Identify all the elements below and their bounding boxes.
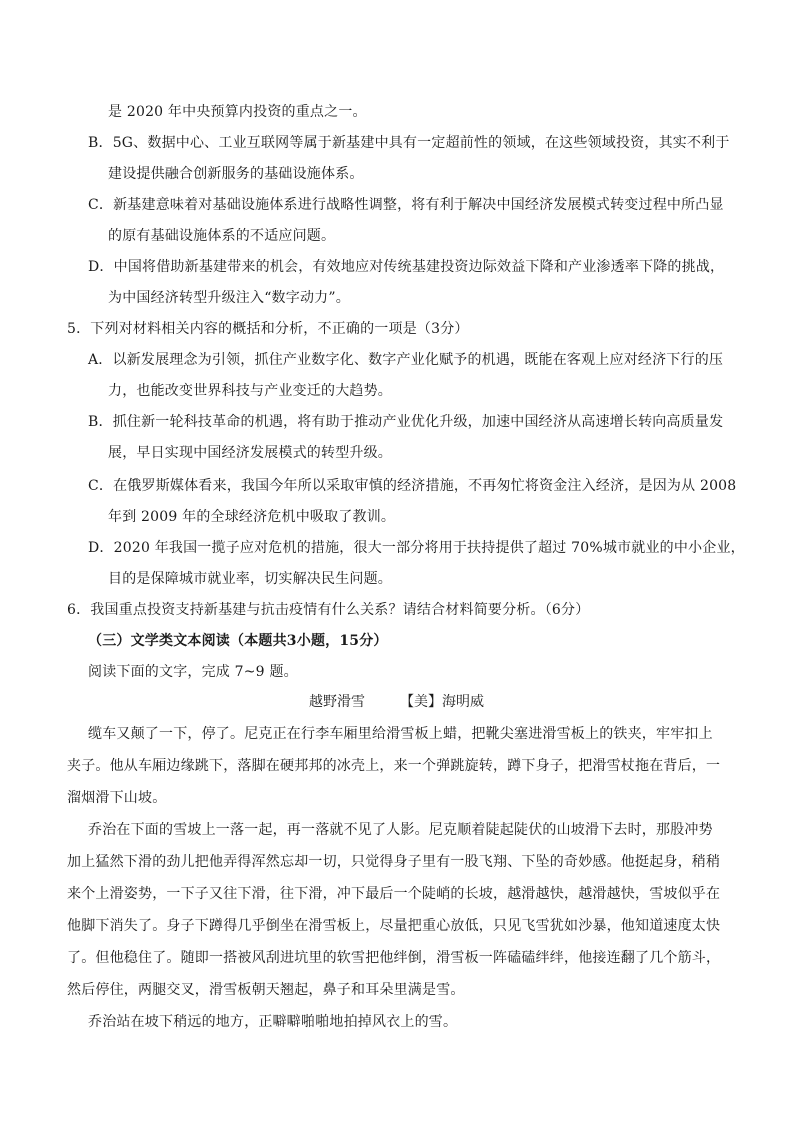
q4-option-c-continuation: 的原有基础设施体系的不适应问题。 (108, 228, 336, 244)
passage-p1-line3: 溜烟滑下山坡。 (67, 790, 167, 806)
q5-stem: 5．下列对材料相关内容的概括和分析，不正确的一项是（3分） (67, 321, 469, 337)
q4-option-d: D．中国将借助新基建带来的机会，有效地应对传统基建投资边际效益下降和产业渗透率下降的挑战， (88, 259, 725, 275)
q4-option-c: C．新基建意味着对基础设施体系进行战略性调整，将有利于解决中国经济发展模式转变过程中所凸显 (88, 197, 724, 213)
passage-title: 越野滑雪 (309, 694, 365, 710)
passage-p2-line1: 乔治在下面的雪坡上一落一起，再一落就不见了人影。尼克顺着陡起陡伏的山坡滑下去时，那股冲势 (88, 822, 713, 838)
q4-option-b-continuation: 建设提供融合创新服务的基础设施体系。 (108, 166, 364, 182)
q5-option-c-continuation: 年到 2009 年的全球经济危机中吸取了教训。 (108, 509, 396, 525)
q5-option-a: A．以新发展理念为引领，抓住产业数字化、数字产业化赋予的机遇，既能在客观上应对经济下行的压 (88, 352, 724, 368)
reading-instruction: 阅读下面的文字，完成 7~9 题。 (88, 664, 298, 680)
q5-option-b: B．抓住新一轮科技革命的机遇，将有助于推动产业优化升级，加速中国经济从高速增长转向高质量发 (88, 414, 724, 430)
q4-option-a-continuation: 是 2020 年中央预算内投资的重点之一。 (108, 104, 367, 120)
q5-option-a-continuation: 力，也能改变世界科技与产业变迁的大趋势。 (108, 383, 392, 399)
passage-p2-line6: 然后停住，两腿交叉，滑雪板朝天翘起，鼻子和耳朵里满是雪。 (67, 982, 465, 998)
section-heading: （三）文学类文本阅读（本题共3小题，15分） (88, 633, 388, 649)
passage-p2-line4: 他脚下消失了。身子下蹲得几乎倒坐在滑雪板上，尽量把重心放低，只见飞雪犹如沙暴，他知道速度太快 (67, 918, 721, 934)
passage-p1-line1: 缆车又颠了一下，停了。尼克正在行李车厢里给滑雪板上蜡，把靴尖塞进滑雪板上的铁夹，牢牢扣上 (88, 726, 713, 742)
q4-option-b: B．5G、数据中心、工业互联网等属于新基建中具有一定超前性的领域，在这些领域投资，其实不利于 (88, 135, 730, 151)
q5-option-d-continuation: 目的是保障城市就业率，切实解决民生问题。 (108, 571, 392, 587)
q4-option-d-continuation: 为中国经济转型升级注入“数字动力”。 (108, 290, 350, 306)
q6-stem: 6．我国重点投资支持新基建与抗击疫情有什么关系？请结合材料简要分析。（6分） (67, 602, 590, 618)
passage-author: 【美】海明威 (400, 694, 484, 710)
passage-p2-line3: 来个上滑姿势，一下子又往下滑，往下滑，冲下最后一个陡峭的长坡，越滑越快，越滑越快，雪坡似乎在 (67, 886, 721, 902)
passage-p3-line1: 乔治站在坡下稍远的地方，正噼噼啪啪地拍掉风衣上的雪。 (88, 1014, 458, 1030)
q5-option-b-continuation: 展，早日实现中国经济发展模式的转型升级。 (108, 445, 392, 461)
passage-p2-line2: 加上猛然下滑的劲儿把他弄得浑然忘却一切，只觉得身子里有一股飞翔、下坠的奇妙感。他挺起身，稍稍 (67, 854, 721, 870)
passage-p2-line5: 了。但他稳住了。随即一搭被风刮进坑里的软雪把他绊倒，滑雪板一阵磕磕绊绊，他接连翻了几个筋斗， (67, 950, 721, 966)
passage-p1-line2: 夹子。他从车厢边缘跳下，落脚在硬邦邦的冰壳上，来一个弹跳旋转，蹲下身子，把滑雪杖拖在背后，一 (67, 758, 721, 774)
q5-option-d: D．2020 年我国一揽子应对危机的措施，很大一部分将用于扶持提供了超过 70%城市就业的中小企业， (88, 540, 745, 556)
q5-option-c: C．在俄罗斯媒体看来，我国今年所以采取审慎的经济措施，不再匆忙将资金注入经济，是因为从 2008 (88, 478, 737, 494)
